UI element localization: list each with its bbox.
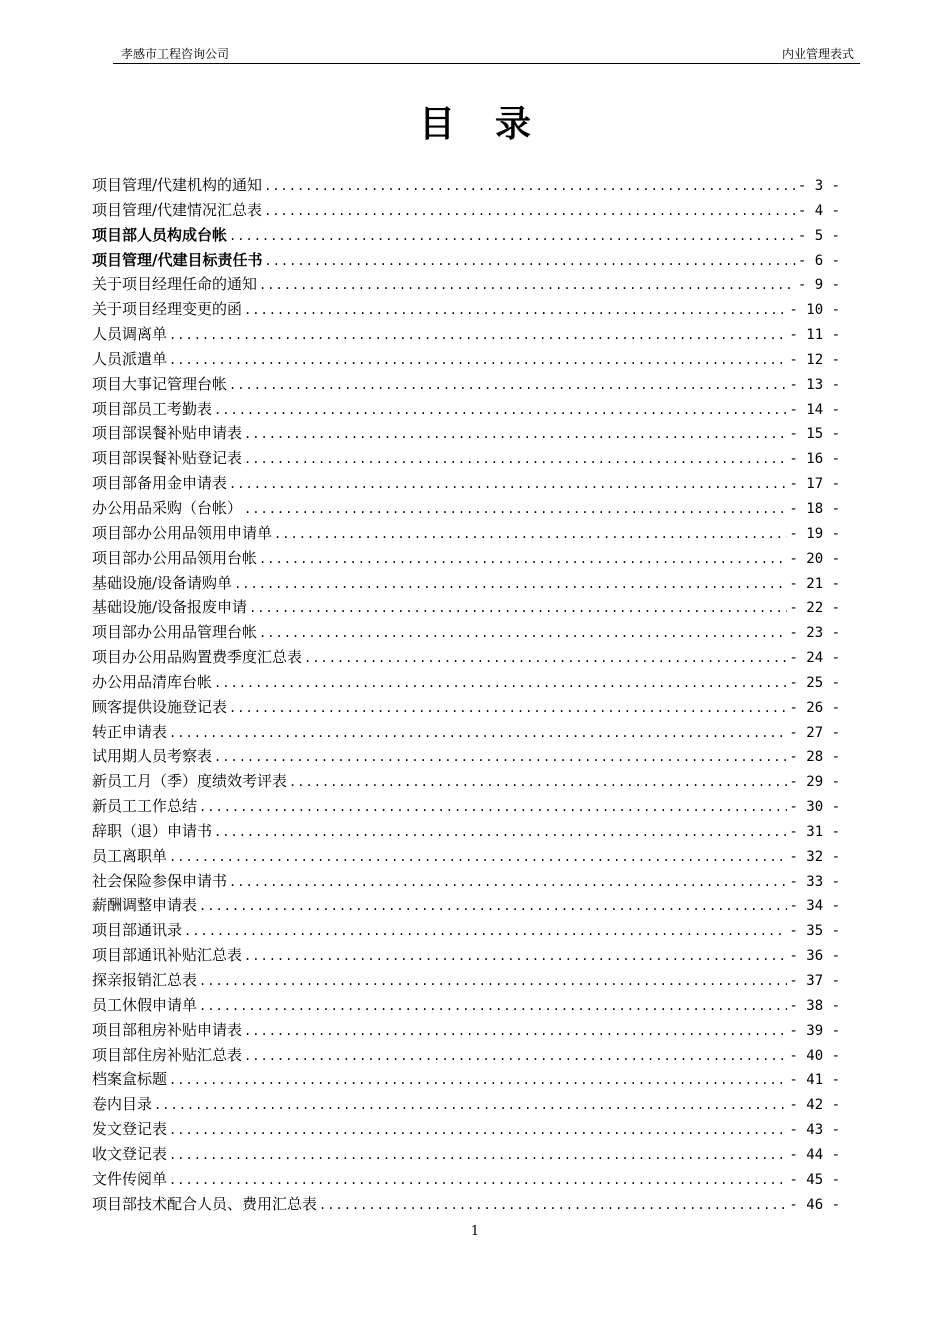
toc-entry-label: 项目办公用品购置费季度汇总表 [92,648,303,667]
toc-entry[interactable] [92,571,840,596]
toc-entry[interactable] [92,993,840,1018]
toc-entry-page: - 42 - [789,1097,840,1114]
toc-entry-label: 项目管理/代建机构的通知 [92,176,263,194]
toc-entry-page: - 27 - [789,724,840,741]
toc-entry-page: - 24 - [789,650,840,667]
toc-entry-page: - 16 - [789,451,840,468]
toc-dot-leader [264,174,796,198]
toc-dot-leader [169,1143,787,1167]
toc-entry-page: - 28 - [789,749,840,766]
toc-entry-label: 薪酬调整申请表 [92,896,198,915]
toc-entry[interactable] [92,347,840,372]
toc-entry-label: 卷内目录 [92,1095,153,1114]
toc-entry-label: 项目管理/代建目标责任书 [92,250,263,269]
toc-dot-leader [169,1168,787,1192]
toc-dot-leader [214,745,787,769]
toc-dot-leader [259,547,787,571]
toc-entry[interactable] [92,372,840,397]
toc-entry[interactable] [92,695,840,720]
toc-entry-label: 收文登记表 [92,1144,168,1163]
toc-entry-page: - 20 - [789,550,840,567]
toc-entry-label: 关于项目经理变更的函 [92,300,243,319]
toc-entry[interactable] [92,1167,840,1192]
toc-entry[interactable] [92,1067,840,1092]
toc-entry[interactable] [92,446,840,471]
toc-entry-page: - 11 - [789,327,840,344]
toc-entry-label: 项目大事记管理台帐 [92,374,228,393]
toc-entry[interactable] [92,272,840,297]
toc-dot-leader [289,770,787,794]
header-doc-type: 内业管理表式 [781,47,854,61]
toc-entry-label: 办公用品清库台帐 [92,672,213,691]
header-company: 孝感市工程咨询公司 [121,47,230,61]
toc-entry[interactable] [92,670,840,695]
table-of-contents [92,173,840,1216]
toc-entry-label: 项目部租房补贴申请表 [92,1020,243,1039]
toc-dot-leader [229,870,787,894]
toc-dot-leader [229,696,787,720]
toc-entry-label: 人员派遣单 [92,349,168,368]
page-number: 1 [470,1224,480,1239]
toc-entry-label: 项目部误餐补贴登记表 [92,449,243,468]
toc-entry-page: - 45 - [789,1171,840,1188]
toc-dot-leader [249,596,787,620]
toc-dot-leader [319,1193,787,1217]
toc-entry[interactable] [92,546,840,571]
toc-entry-label: 办公用品采购（台帐） [92,498,243,517]
toc-entry-page: - 38 - [789,997,840,1014]
toc-entry-page: - 46 - [789,1196,840,1213]
toc-entry[interactable] [92,471,840,496]
toc-entry[interactable] [92,893,840,918]
toc-entry-page: - 37 - [789,973,840,989]
toc-entry-page: - 22 - [789,600,840,617]
toc-entry-label: 项目部人员构成台帐 [92,225,228,244]
toc-dot-leader [229,224,796,248]
toc-dot-leader [184,919,787,943]
toc-dot-leader [169,1068,787,1092]
toc-entry-page: - 3 - [797,178,840,194]
toc-entry[interactable] [92,1117,840,1142]
toc-dot-leader [169,323,787,347]
toc-entry-page: - 10 - [789,302,840,319]
toc-entry-page: - 41 - [789,1072,840,1089]
toc-dot-leader [169,845,787,869]
toc-entry[interactable] [92,744,840,769]
toc-entry[interactable] [92,595,840,620]
toc-entry[interactable] [92,720,840,745]
toc-entry-label: 顾客提供设施登记表 [92,697,228,716]
toc-dot-leader [169,1118,787,1142]
toc-entry[interactable] [92,918,840,943]
toc-entry-page: - 40 - [789,1047,840,1064]
toc-entry[interactable] [92,1142,840,1167]
toc-dot-leader [264,199,796,223]
toc-entry[interactable] [92,223,840,248]
toc-dot-leader [169,348,787,372]
toc-entry-page: - 39 - [789,1022,840,1039]
toc-entry-label: 员工休假申请单 [92,995,198,1014]
toc-entry-page: - 9 - [797,277,840,294]
toc-entry-label: 转正申请表 [92,722,168,741]
toc-entry-label: 基础设施/设备请购单 [92,573,233,592]
toc-dot-leader [304,646,787,670]
toc-entry[interactable] [92,819,840,844]
toc-entry-label: 新员工月（季）度绩效考评表 [92,772,288,791]
toc-entry-label: 基础设施/设备报废申请 [92,598,248,617]
toc-dot-leader [214,671,787,695]
toc-entry-label: 项目管理/代建情况汇总表 [92,200,263,219]
toc-entry[interactable] [92,943,840,968]
toc-entry-label: 文件传阅单 [92,1169,168,1188]
toc-entry[interactable] [92,1043,840,1068]
page-header [113,46,860,64]
toc-entry[interactable] [92,248,840,273]
toc-entry[interactable] [92,173,840,198]
toc-entry[interactable] [92,521,840,546]
toc-entry-label: 社会保险参保申请书 [92,871,228,890]
toc-entry-label: 员工离职单 [92,846,168,865]
toc-dot-leader [244,422,787,446]
toc-dot-leader [259,273,796,297]
toc-dot-leader [199,969,787,993]
toc-dot-leader [274,522,787,546]
toc-dot-leader [264,249,795,273]
toc-entry-page: - 30 - [789,799,840,816]
toc-entry[interactable] [92,1192,840,1217]
toc-dot-leader [244,497,787,521]
toc-entry-page: - 31 - [789,823,840,840]
toc-entry[interactable] [92,794,840,819]
toc-entry[interactable] [92,844,840,869]
toc-entry-page: - 26 - [789,699,840,716]
toc-entry-page: - 43 - [789,1122,840,1139]
toc-entry[interactable] [92,869,840,894]
toc-dot-leader [199,894,787,918]
toc-entry-label: 关于项目经理任命的通知 [92,275,258,294]
toc-entry[interactable] [92,198,840,223]
toc-entry[interactable] [92,1018,840,1043]
toc-entry-page: - 18 - [789,500,840,517]
toc-dot-leader [244,447,787,471]
toc-entry-label: 项目部通讯补贴汇总表 [92,946,243,965]
toc-entry-label: 新员工工作总结 [92,797,198,816]
toc-entry-page: - 15 - [789,426,840,443]
toc-entry-page: - 25 - [789,674,840,691]
toc-entry-page: - 44 - [789,1146,840,1163]
toc-entry-label: 项目部备用金申请表 [92,474,228,493]
toc-entry-page: - 34 - [789,898,840,915]
toc-dot-leader [244,1019,787,1043]
toc-dot-leader [234,572,787,596]
toc-entry-label: 项目部员工考勤表 [92,399,213,418]
toc-entry[interactable] [92,620,840,645]
toc-dot-leader [229,373,787,397]
toc-entry-label: 项目部通讯录 [92,921,183,940]
toc-entry-page: - 12 - [789,351,840,368]
toc-entry[interactable] [92,645,840,670]
toc-entry-page: - 29 - [789,774,840,791]
toc-dot-leader [259,621,787,645]
toc-entry-label: 项目部办公用品领用申请单 [92,523,273,542]
toc-dot-leader [154,1093,787,1117]
toc-entry-label: 试用期人员考察表 [92,747,213,766]
toc-dot-leader [214,820,787,844]
toc-entry-label: 人员调离单 [92,325,168,344]
toc-entry[interactable] [92,322,840,347]
toc-entry-page: - 5 - [797,227,840,244]
toc-entry-page: - 19 - [789,525,840,542]
toc-entry[interactable] [92,397,840,422]
page-title: 目录 [418,104,571,145]
toc-entry-page: - 36 - [789,948,840,965]
toc-entry-label: 项目部技术配合人员、费用汇总表 [92,1194,318,1213]
toc-entry-label: 项目部办公用品管理台帐 [92,623,258,642]
toc-dot-leader [199,795,787,819]
toc-dot-leader [244,298,787,322]
toc-entry-page: - 32 - [789,848,840,865]
toc-dot-leader [169,721,787,745]
toc-entry[interactable] [92,1092,840,1117]
toc-entry[interactable] [92,496,840,521]
toc-dot-leader [199,994,787,1018]
toc-entry-label: 辞职（退）申请书 [92,821,213,840]
toc-entry-label: 档案盒标题 [92,1070,168,1089]
toc-entry-page: - 14 - [789,401,840,418]
toc-dot-leader [244,1044,787,1068]
toc-dot-leader [214,398,787,422]
toc-entry-page: - 13 - [789,376,840,393]
toc-entry[interactable] [92,769,840,794]
toc-entry[interactable] [92,297,840,322]
toc-entry-page: - 4 - [797,202,840,219]
toc-entry-label: 发文登记表 [92,1120,168,1139]
toc-entry-page: - 21 - [789,575,840,592]
toc-dot-leader [244,944,787,968]
toc-entry-page: - 33 - [789,873,840,890]
toc-entry-label: 项目部办公用品领用台帐 [92,548,258,567]
toc-dot-leader [229,472,787,496]
toc-entry[interactable] [92,421,840,446]
toc-entry-label: 项目部误餐补贴申请表 [92,424,243,443]
toc-entry-label: 项目部住房补贴汇总表 [92,1045,243,1064]
toc-entry[interactable] [92,968,840,993]
toc-entry-page: - 17 - [789,476,840,493]
toc-entry-page: - 23 - [789,625,840,642]
toc-entry-page: - 6 - [797,252,840,269]
toc-entry-page: - 35 - [789,923,840,940]
toc-entry-label: 探亲报销汇总表 [92,971,198,989]
